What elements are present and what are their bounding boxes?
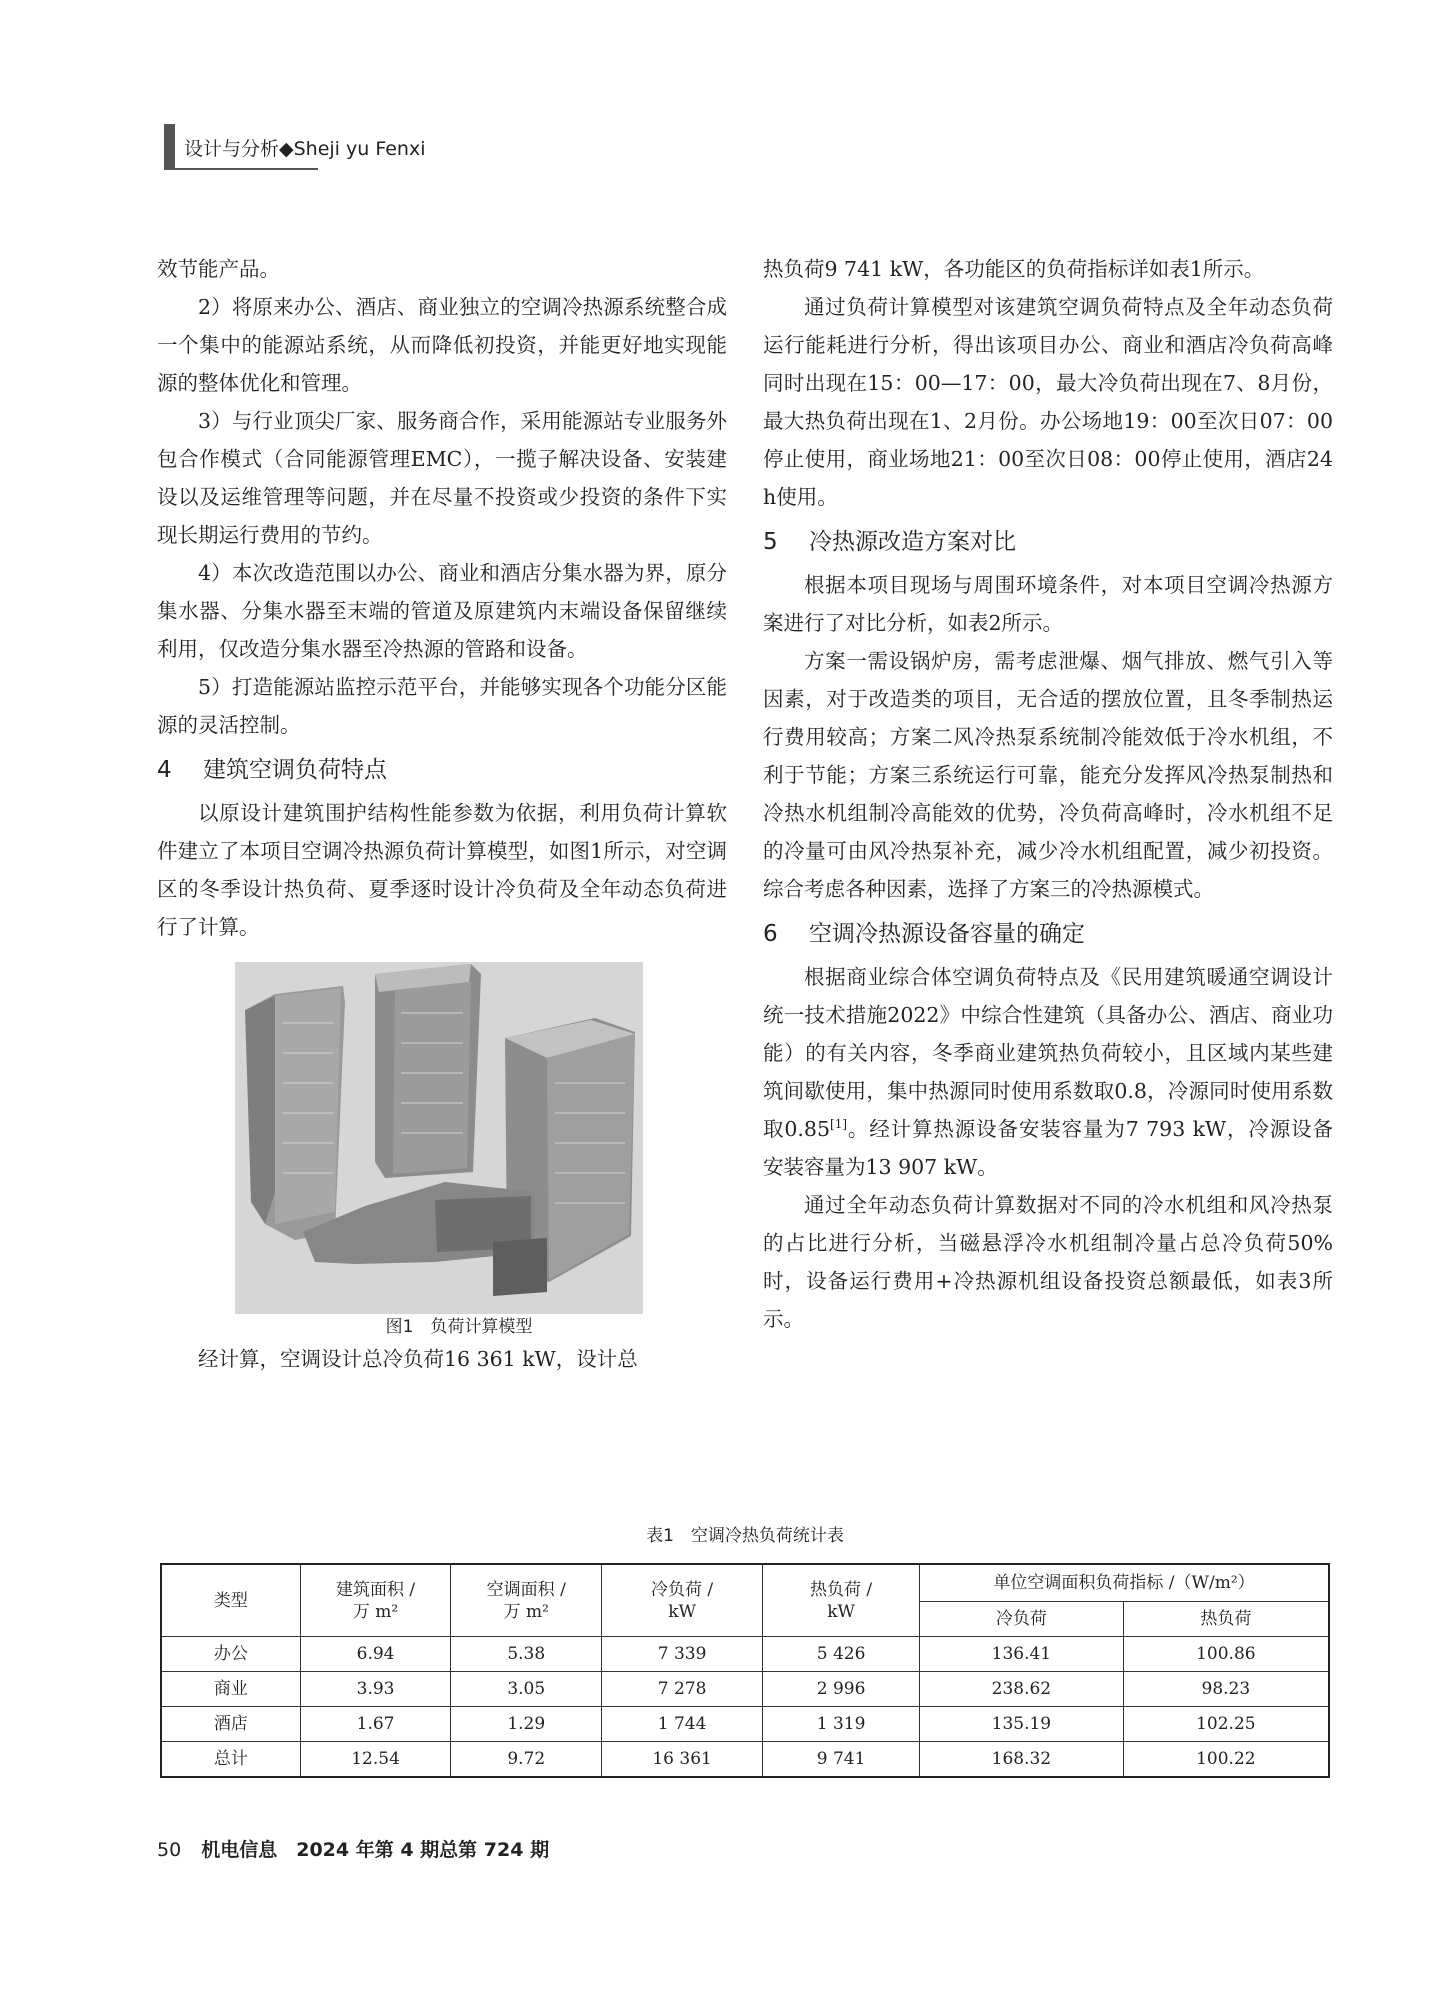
figure-caption: 图1 负荷计算模型 xyxy=(385,1317,533,1337)
paragraph: 5）打造能源站监控示范平台，并能够实现各个功能分区能源的灵活控制。 xyxy=(157,675,727,737)
header-building-area: 建筑面积 / 万 m² xyxy=(300,1564,451,1637)
section-heading-5 xyxy=(763,522,1333,562)
cell-index-cool: 168.32 xyxy=(920,1742,1124,1778)
citation-ref[interactable]: [1] xyxy=(830,1117,848,1132)
cell-heat-load: 1 319 xyxy=(763,1707,920,1742)
cell-ac-area: 3.05 xyxy=(451,1672,602,1707)
paragraph: 通过全年动态负荷计算数据对不同的冷水机组和风冷热泵的占比进行分析，当磁悬浮冷水机组制冷量占总冷负荷50%时，设备运行费用+冷热源机组设备投资总额最低，如表3所示。 xyxy=(763,1193,1333,1331)
paragraph xyxy=(763,958,1333,1186)
cell-heat-load: 2 996 xyxy=(763,1672,920,1707)
header-cool-load: 冷负荷 / kW xyxy=(602,1564,763,1637)
page-number: 50 xyxy=(157,1839,182,1861)
cell-building-area: 12.54 xyxy=(300,1742,451,1778)
section-number: 4 xyxy=(157,757,172,783)
page-footer xyxy=(157,1835,549,1862)
cell-index-heat: 100.86 xyxy=(1123,1637,1329,1672)
cell-ac-area: 1.29 xyxy=(451,1707,602,1742)
section-title: 空调冷热源设备容量的确定 xyxy=(809,921,1085,947)
cell-cool-load: 16 361 xyxy=(602,1742,763,1778)
paragraph-text: 根据商业综合体空调负荷特点及《民用建筑暖通空调设计统一技术措施2022》中综合性建筑（具备办公、酒店、商业功能）的有关内容，冬季商业建筑热负荷较小，且区域内某些建筑间歇使用，集中热源同时使用系数取0.8，冷源同时使用系数取0.85 xyxy=(763,965,1333,1141)
load-statistics-table xyxy=(160,1563,1330,1778)
section-number: 6 xyxy=(763,921,778,947)
cell-cool-load: 7 278 xyxy=(602,1672,763,1707)
table-caption: 表1 空调冷热负荷统计表 xyxy=(646,1526,844,1546)
section-title: 建筑空调负荷特点 xyxy=(203,757,387,783)
paragraph: 效节能产品。 xyxy=(157,257,280,281)
header-accent-bar xyxy=(164,124,175,168)
cell-heat-load: 5 426 xyxy=(763,1637,920,1672)
cell-index-cool: 136.41 xyxy=(920,1637,1124,1672)
table-row xyxy=(161,1742,1329,1778)
cell-index-heat: 102.25 xyxy=(1123,1707,1329,1742)
cell-type: 酒店 xyxy=(161,1707,300,1742)
paragraph: 3）与行业顶尖厂家、服务商合作，采用能源站专业服务外包合作模式（合同能源管理EMC），一揽子解决设备、安装建设以及运维管理等问题，并在尽量不投资或少投资的条件下实现长期运行费用的节约。 xyxy=(157,409,727,547)
header-type: 类型 xyxy=(161,1564,300,1637)
header-ac-area: 空调面积 / 万 m² xyxy=(451,1564,602,1637)
paragraph: 通过负荷计算模型对该建筑空调负荷特点及全年动态负荷运行能耗进行分析，得出该项目办公、商业和酒店冷负荷高峰同时出现在15：00—17：00，最大冷负荷出现在7、8月份，最大热负荷出现在1、2月份。办公场地19：00至次日07：00停止使用，商业场地21：00至次日08：00停止使用，酒店24 h使用。 xyxy=(763,295,1333,509)
cell-type: 商业 xyxy=(161,1672,300,1707)
header-index-heat: 热负荷 xyxy=(1123,1602,1329,1637)
paragraph: 根据本项目现场与周围环境条件，对本项目空调冷热源方案进行了对比分析，如表2所示。 xyxy=(763,573,1333,635)
cell-building-area: 3.93 xyxy=(300,1672,451,1707)
cell-heat-load: 9 741 xyxy=(763,1742,920,1778)
section-title: 冷热源改造方案对比 xyxy=(809,529,1016,555)
table-row xyxy=(161,1637,1329,1672)
header-load-index: 单位空调面积负荷指标 /（W/m²） xyxy=(920,1564,1329,1602)
cell-building-area: 6.94 xyxy=(300,1637,451,1672)
journal-info: 机电信息 2024 年第 4 期总第 724 期 xyxy=(201,1839,550,1861)
cell-index-cool: 135.19 xyxy=(920,1707,1124,1742)
paragraph-text: 。经计算热源设备安装容量为7 793 kW，冷源设备安装容量为13 907 kW。 xyxy=(763,1117,1333,1179)
header-heat-load: 热负荷 / kW xyxy=(763,1564,920,1637)
cell-type: 总计 xyxy=(161,1742,300,1778)
figure-load-model xyxy=(235,962,643,1314)
section-number: 5 xyxy=(763,529,778,555)
table-row xyxy=(161,1672,1329,1707)
paragraph: 方案一需设锅炉房，需考虑泄爆、烟气排放、燃气引入等因素，对于改造类的项目，无合适的摆放位置，且冬季制热运行费用较高；方案二风冷热泵系统制冷能效低于冷水机组，不利于节能；方案三系统运行可靠，能充分发挥风冷热泵制热和冷热水机组制冷高能效的优势，冷负荷高峰时，冷水机组不足的冷量可由风冷热泵补充，减少冷水机组配置，减少初投资。综合考虑各种因素，选择了方案三的冷热源模式。 xyxy=(763,649,1333,901)
cell-cool-load: 1 744 xyxy=(602,1707,763,1742)
cell-ac-area: 9.72 xyxy=(451,1742,602,1778)
cell-ac-area: 5.38 xyxy=(451,1637,602,1672)
paragraph: 2）将原来办公、酒店、商业独立的空调冷热源系统整合成一个集中的能源站系统，从而降低初投资，并能更好地实现能源的整体优化和管理。 xyxy=(157,295,727,395)
table-row xyxy=(161,1707,1329,1742)
cell-building-area: 1.67 xyxy=(300,1707,451,1742)
cell-index-heat: 98.23 xyxy=(1123,1672,1329,1707)
running-header: 设计与分析◆Sheji yu Fenxi xyxy=(184,138,426,160)
header-underline xyxy=(164,168,318,170)
cell-type: 办公 xyxy=(161,1637,300,1672)
paragraph: 热负荷9 741 kW，各功能区的负荷指标详如表1所示。 xyxy=(763,257,1265,281)
cell-index-cool: 238.62 xyxy=(920,1672,1124,1707)
cell-cool-load: 7 339 xyxy=(602,1637,763,1672)
paragraph: 以原设计建筑围护结构性能参数为依据，利用负荷计算软件建立了本项目空调冷热源负荷计算模型，如图1所示，对空调区的冬季设计热负荷、夏季逐时设计冷负荷及全年动态负荷进行了计算。 xyxy=(157,801,727,939)
paragraph: 经计算，空调设计总冷负荷16 361 kW，设计总 xyxy=(198,1347,638,1371)
paragraph: 4）本次改造范围以办公、商业和酒店分集水器为界，原分集水器、分集水器至末端的管道及原建筑内末端设备保留继续利用，仅改造分集水器至冷热源的管路和设备。 xyxy=(157,561,727,661)
section-heading-6 xyxy=(763,914,1333,954)
right-column xyxy=(763,250,1333,1338)
section-heading-4 xyxy=(157,750,727,790)
header-index-cool: 冷负荷 xyxy=(920,1602,1124,1637)
cell-index-heat: 100.22 xyxy=(1123,1742,1329,1778)
building-model-image xyxy=(235,962,643,1314)
left-column xyxy=(157,250,727,1378)
